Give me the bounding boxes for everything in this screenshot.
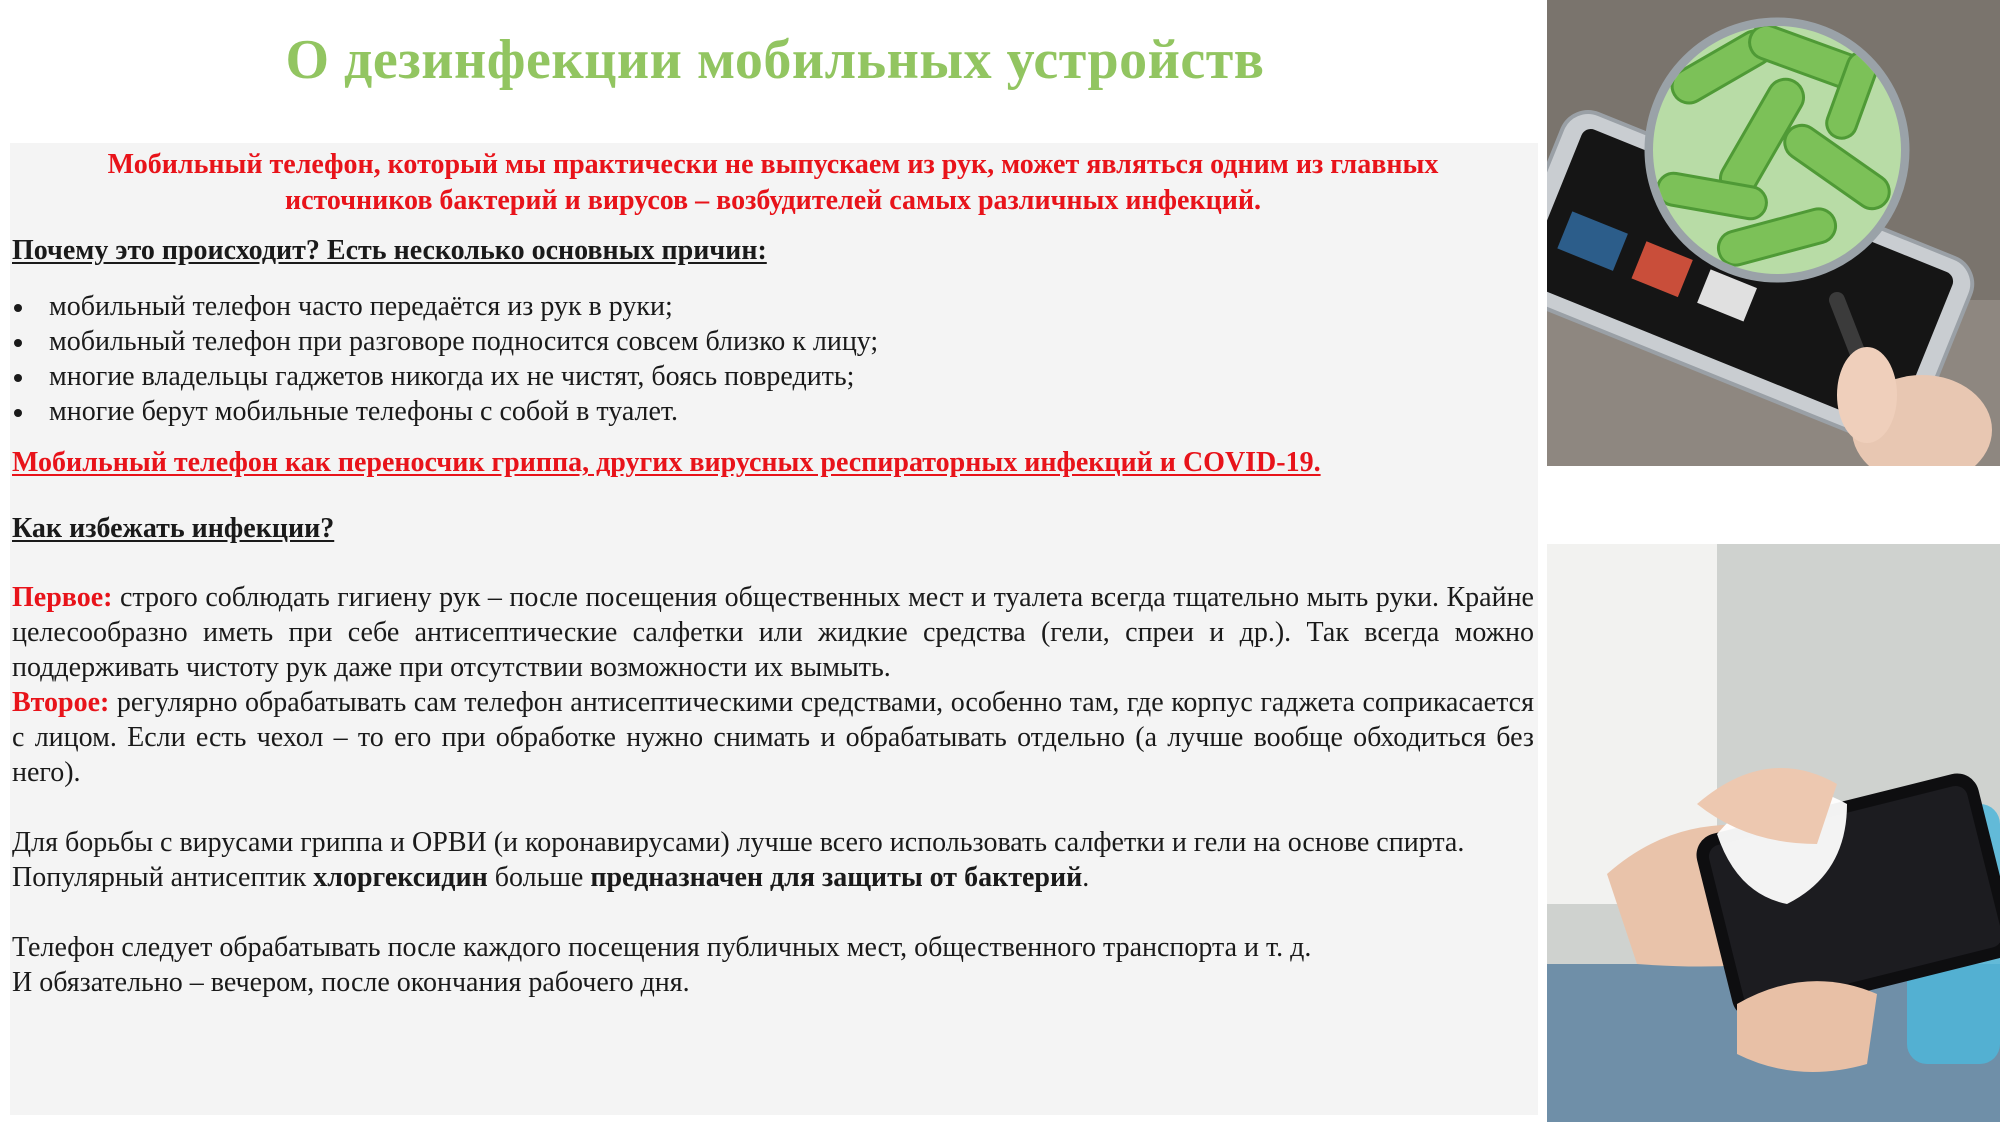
second-label: Второе:: [12, 687, 110, 718]
cause-item: мобильный телефон при разговоре подносится совсем близко к лицу;: [12, 324, 1534, 359]
alcohol-paragraph: [12, 825, 1534, 895]
cause-item: многие берут мобильные телефоны с собой в туалет.: [12, 394, 1534, 429]
closing-paragraph: [12, 930, 1534, 1000]
content: [12, 143, 1534, 1000]
why-heading: Почему это происходит? Есть несколько основных причин:: [12, 235, 767, 266]
causes-list: [12, 289, 1534, 429]
first-paragraph: [12, 580, 1534, 685]
alcohol-line-1: Для борьбы с вирусами гриппа и ОРВИ (и коронавирусами) лучше всего использовать салфетки и гели на основе спирта.: [12, 827, 1465, 858]
second-paragraph: [12, 685, 1534, 790]
magnifier-bacteria-image: [1547, 0, 2000, 466]
cause-item: многие владельцы гаджетов никогда их не чистят, боясь повредить;: [12, 359, 1534, 394]
first-text: строго соблюдать гигиену рук – после посещения общественных мест и туалета всегда тщательно мыть руки. Крайне целесообразно иметь при себе антисептические салфетки или жидкие средства (гели, спреи и др.). Так всегда можно поддерживать чистоту рук даже при отсутствии возможности их вымыть.: [12, 582, 1534, 683]
magnifier-phone-illustration: [1547, 0, 2000, 466]
avoid-heading: Как избежать инфекции?: [12, 513, 335, 544]
chlorhexidine-text: хлоргексидин: [313, 862, 488, 893]
alcohol-end: .: [1082, 862, 1090, 893]
purpose-text: предназначен для защиты от бактерий: [590, 862, 1083, 893]
alcohol-mid: больше: [487, 862, 591, 893]
cause-item: мобильный телефон часто передаётся из рук в руки;: [12, 289, 1534, 324]
page-title: О дезинфекции мобильных устройств: [285, 29, 1265, 91]
first-label: Первое:: [12, 582, 113, 613]
intro-line-1: Мобильный телефон, который мы практически не выпускаем из рук, может являться одним из главных: [107, 149, 1439, 180]
alcohol-pre: Популярный антисептик: [12, 862, 314, 893]
second-text: регулярно обрабатывать сам телефон антисептическими средствами, особенно там, где корпус гаджета соприкасается с лицом. Если есть чехол – то его при обработке нужно снимать и обрабатывать отдельно (а лучше вообще обходиться без него).: [12, 687, 1534, 788]
wiping-phone-illustration: [1547, 544, 2000, 1122]
intro-text: [12, 143, 1534, 219]
closing-line-2: И обязательно – вечером, после окончания рабочего дня.: [12, 967, 690, 998]
hands-wiping-phone-image: [1547, 544, 2000, 1122]
closing-line-1: Телефон следует обрабатывать после каждого посещения публичных мест, общественного транспорта и т. д.: [12, 932, 1312, 963]
intro-line-2: источников бактерий и вирусов – возбудителей самых различных инфекций.: [284, 185, 1262, 216]
covid-heading: Мобильный телефон как переносчик гриппа, других вирусных респираторных инфекций и COVID-19.: [12, 447, 1321, 478]
